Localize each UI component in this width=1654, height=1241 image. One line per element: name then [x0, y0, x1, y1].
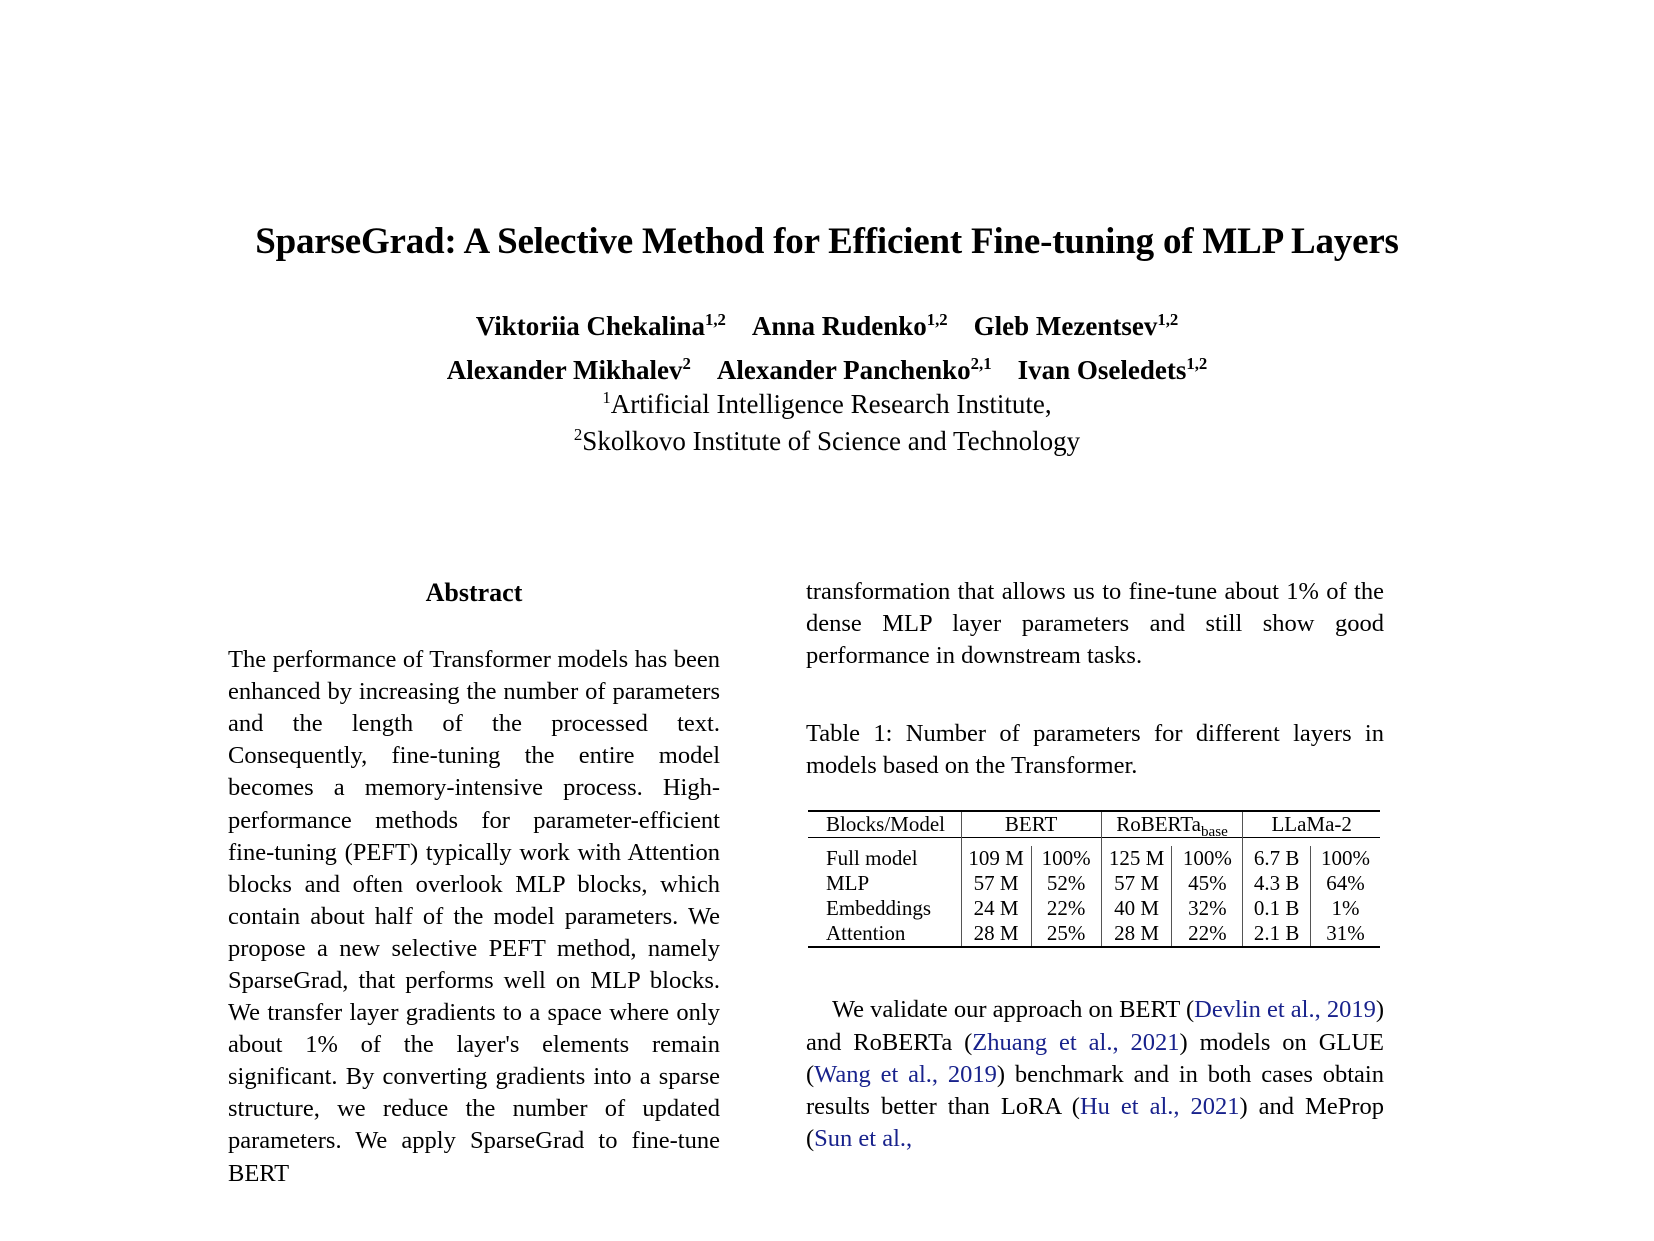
text-segment: ) models on GLUE ( — [806, 1028, 1385, 1088]
intro-continuation-paragraph: transformation that allows us to fine-tune about 1% of the dense MLP layer parameters and still show good performance in downstream tasks. — [806, 578, 1384, 670]
author-affil-marks: 1,2 — [1157, 310, 1179, 329]
cell-llama-percent: 1% — [1310, 896, 1380, 921]
table-head-rule — [808, 838, 1380, 847]
table-row — [808, 846, 1380, 871]
author-entry — [1018, 355, 1208, 385]
affiliation-item — [0, 423, 1654, 460]
abstract-body: The performance of Transformer models has been enhanced by increasing the number of parameters and the length of the processed text. Consequently, fine-tuning the entire model becomes a memory-intensive process. High-performance methods for parameter-efficient fine-tuning (PEFT) typically work with Attention blocks and often overlook MLP blocks, which contain about half of the model parameters. We propose a new selective PEFT method, namely SparseGrad, that performs well on MLP blocks. We transfer layer gradients to a space where only about 1% of the layer's elements remain significant. By converting gradients into a sparse structure, we reduce the number of updated parameters. We apply SparseGrad to fine-tune BERT — [228, 646, 720, 1187]
parameters-table-wrapper — [806, 810, 1384, 948]
cell-llama-percent: 31% — [1310, 921, 1380, 947]
cell-llama-count: 2.1 B — [1243, 921, 1311, 947]
affiliation-text: Skolkovo Institute of Science and Technology — [582, 426, 1081, 457]
author-entry — [476, 311, 726, 341]
cell-llama-count: 6.7 B — [1243, 846, 1311, 871]
text-segment: We validate our approach on BERT ( — [832, 996, 1195, 1024]
cell-llama-percent: 64% — [1310, 871, 1380, 896]
page-title: SparseGrad: A Selective Method for Efficient Fine-tuning of MLP Layers — [255, 220, 1399, 262]
rule-cell — [1243, 838, 1311, 847]
column-header-llama: LLaMa-2 — [1243, 811, 1380, 838]
column-header-blocks-model: Blocks/Model — [826, 812, 945, 837]
table-row — [808, 871, 1380, 896]
cell-llama-count: 4.3 B — [1243, 871, 1311, 896]
cell-roberta-count: 57 M — [1101, 871, 1172, 896]
affiliation-mark: 2 — [573, 425, 583, 445]
author-name: Ivan Oseledets — [1017, 354, 1187, 385]
table-caption: Table 1: Number of parameters for different layers in models based on the Transformer. — [806, 720, 1384, 780]
author-name: Gleb Mezentsev — [973, 311, 1158, 341]
rule-cell — [808, 838, 961, 847]
table-body — [808, 838, 1380, 948]
citation-link-wang[interactable]: Wang et al., 2019 — [814, 1060, 997, 1088]
cell-bert-count: 57 M — [961, 871, 1031, 896]
cell-llama-count: 0.1 B — [1243, 896, 1311, 921]
author-name: Viktoriia Chekalina — [475, 311, 705, 341]
cell-bert-count: 24 M — [961, 896, 1031, 921]
cell-bert-percent: 25% — [1031, 921, 1101, 947]
parameters-table — [808, 810, 1380, 948]
cell-roberta-count: 28 M — [1101, 921, 1172, 947]
table-header-row — [808, 811, 1380, 838]
rule-cell — [961, 838, 1031, 847]
affiliation-mark: 1 — [602, 388, 611, 407]
author-name: Alexander Panchenko — [716, 354, 971, 385]
rule-cell — [1031, 838, 1101, 847]
rule-cell — [1310, 838, 1380, 847]
cell-bert-count: 109 M — [961, 846, 1031, 871]
table-row — [808, 921, 1380, 947]
citation-link-zhuang[interactable]: Zhuang et al., 2021 — [972, 1028, 1180, 1056]
author-entry — [752, 311, 948, 341]
author-entry — [447, 355, 691, 385]
row-label: Embeddings — [826, 896, 931, 921]
row-label: Full model — [826, 846, 918, 871]
right-column — [806, 576, 1384, 1155]
author-affil-marks: 1,2 — [705, 310, 726, 329]
author-affil-marks: 1,2 — [926, 310, 948, 329]
row-label: MLP — [826, 871, 870, 896]
text-segment: ) and MeProp ( — [806, 1092, 1384, 1152]
author-affil-marks: 2,1 — [970, 353, 992, 373]
author-line-1 — [0, 305, 1654, 349]
author-affil-marks: 1,2 — [1186, 353, 1208, 373]
table-head — [808, 811, 1380, 841]
citation-link-hu[interactable]: Hu et al., 2021 — [1079, 1092, 1240, 1120]
column-header-roberta-subscript: base — [1200, 824, 1228, 841]
cell-roberta-count: 125 M — [1101, 846, 1172, 871]
author-entry — [717, 355, 992, 385]
row-label: Attention — [826, 921, 906, 946]
author-affil-marks: 2 — [682, 353, 691, 373]
author-list — [0, 305, 1654, 392]
affiliation-text: Artificial Intelligence Research Institute, — [610, 389, 1052, 419]
abstract-heading: Abstract — [425, 578, 523, 607]
cell-roberta-percent: 45% — [1172, 871, 1243, 896]
author-name: Alexander Mikhalev — [446, 354, 683, 385]
text-segment: ) and RoBERTa ( — [806, 996, 1384, 1056]
affiliation-item — [0, 386, 1654, 423]
validation-paragraph — [806, 994, 1384, 1154]
cell-bert-count: 28 M — [961, 921, 1031, 947]
citation-link-sun[interactable]: Sun et al., — [814, 1124, 913, 1152]
affiliation-list — [0, 386, 1654, 461]
cell-roberta-count: 40 M — [1101, 896, 1172, 921]
column-header-bert: BERT — [961, 811, 1101, 838]
author-entry — [974, 311, 1179, 341]
column-header-roberta: RoBERTa$_{base}$ — [1101, 811, 1243, 838]
cell-bert-percent: 52% — [1031, 871, 1101, 896]
text-segment: ) benchmark and in both cases obtain results better than LoRA ( — [806, 1060, 1384, 1120]
citation-link-devlin[interactable]: Devlin et al., 2019 — [1194, 996, 1376, 1024]
cell-roberta-percent: 32% — [1172, 896, 1243, 921]
cell-bert-percent: 100% — [1031, 846, 1101, 871]
cell-llama-percent: 100% — [1310, 846, 1380, 871]
table-row — [808, 896, 1380, 921]
rule-cell — [1101, 838, 1172, 847]
left-column — [228, 576, 720, 1190]
author-name: Anna Rudenko — [751, 311, 927, 341]
cell-roberta-percent: 100% — [1172, 846, 1243, 871]
cell-roberta-percent: 22% — [1172, 921, 1243, 947]
cell-bert-percent: 22% — [1031, 896, 1101, 921]
